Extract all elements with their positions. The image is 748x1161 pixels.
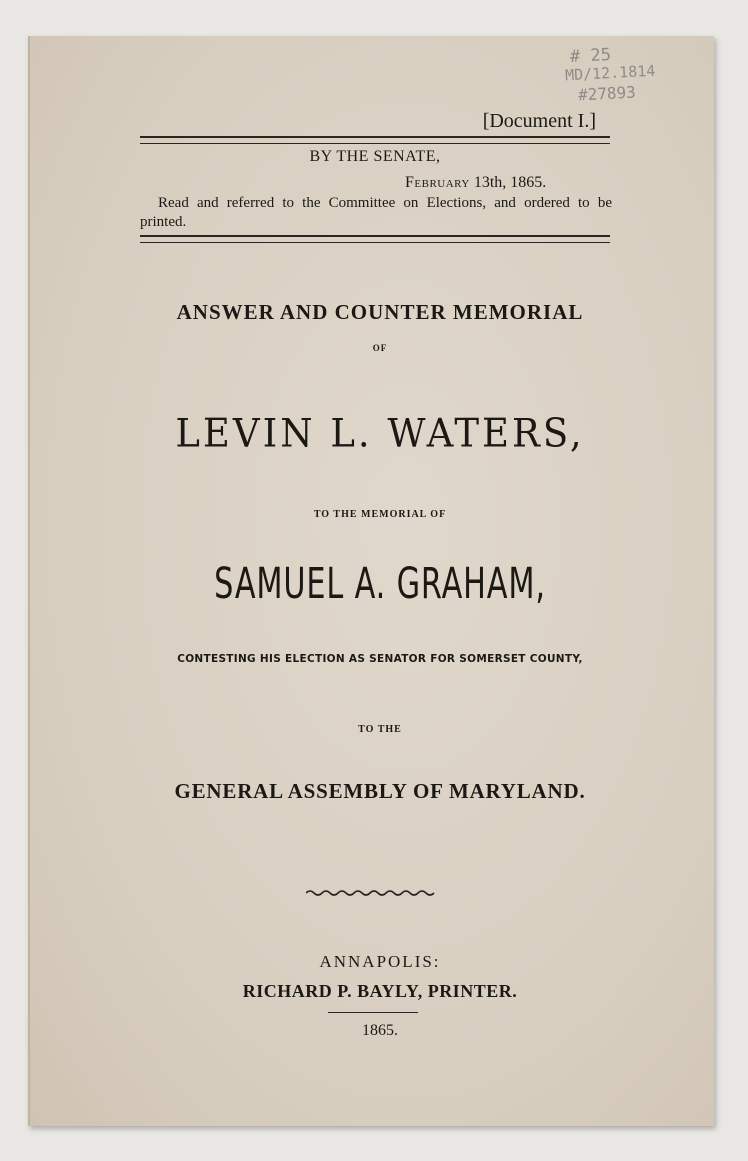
double-rule-bottom <box>140 235 610 243</box>
referral-text: Read and referred to the Committee on Elections, and ordered to be printed. <box>140 195 612 230</box>
to-the-label: TO THE <box>358 724 402 735</box>
date-rest: 13th, 1865. <box>469 174 547 191</box>
memorialist-name: SAMUEL A. GRAHAM, <box>214 558 546 609</box>
wavy-rule-ornament <box>306 888 436 898</box>
assembly-line: GENERAL ASSEMBLY OF MARYLAND. <box>174 779 586 803</box>
senate-heading: BY THE SENATE, <box>309 148 441 165</box>
document-label: [Document I.] <box>482 110 596 132</box>
imprint-rule <box>328 1012 418 1013</box>
pencil-note: #27893 <box>577 82 637 105</box>
pencil-note: # 25 <box>569 44 612 68</box>
date-month: February <box>405 174 470 191</box>
imprint-place: ANNAPOLIS: <box>319 952 441 971</box>
document-page <box>28 36 714 1126</box>
of-label: OF <box>372 343 388 353</box>
pencil-note: MD/12.1814 <box>564 61 656 85</box>
date-line <box>405 174 546 192</box>
imprint-printer: RICHARD P. BAYLY, PRINTER. <box>242 981 518 1001</box>
imprint-year: 1865. <box>362 1022 398 1039</box>
to-memorial-label: TO THE MEMORIAL OF <box>313 509 447 520</box>
double-rule-top <box>140 136 610 144</box>
contesting-line: CONTESTING HIS ELECTION AS SENATOR FOR SOMERSET COUNTY, <box>177 653 583 665</box>
respondent-name: LEVIN L. WATERS, <box>175 410 585 457</box>
document-title: ANSWER AND COUNTER MEMORIAL <box>176 300 584 324</box>
